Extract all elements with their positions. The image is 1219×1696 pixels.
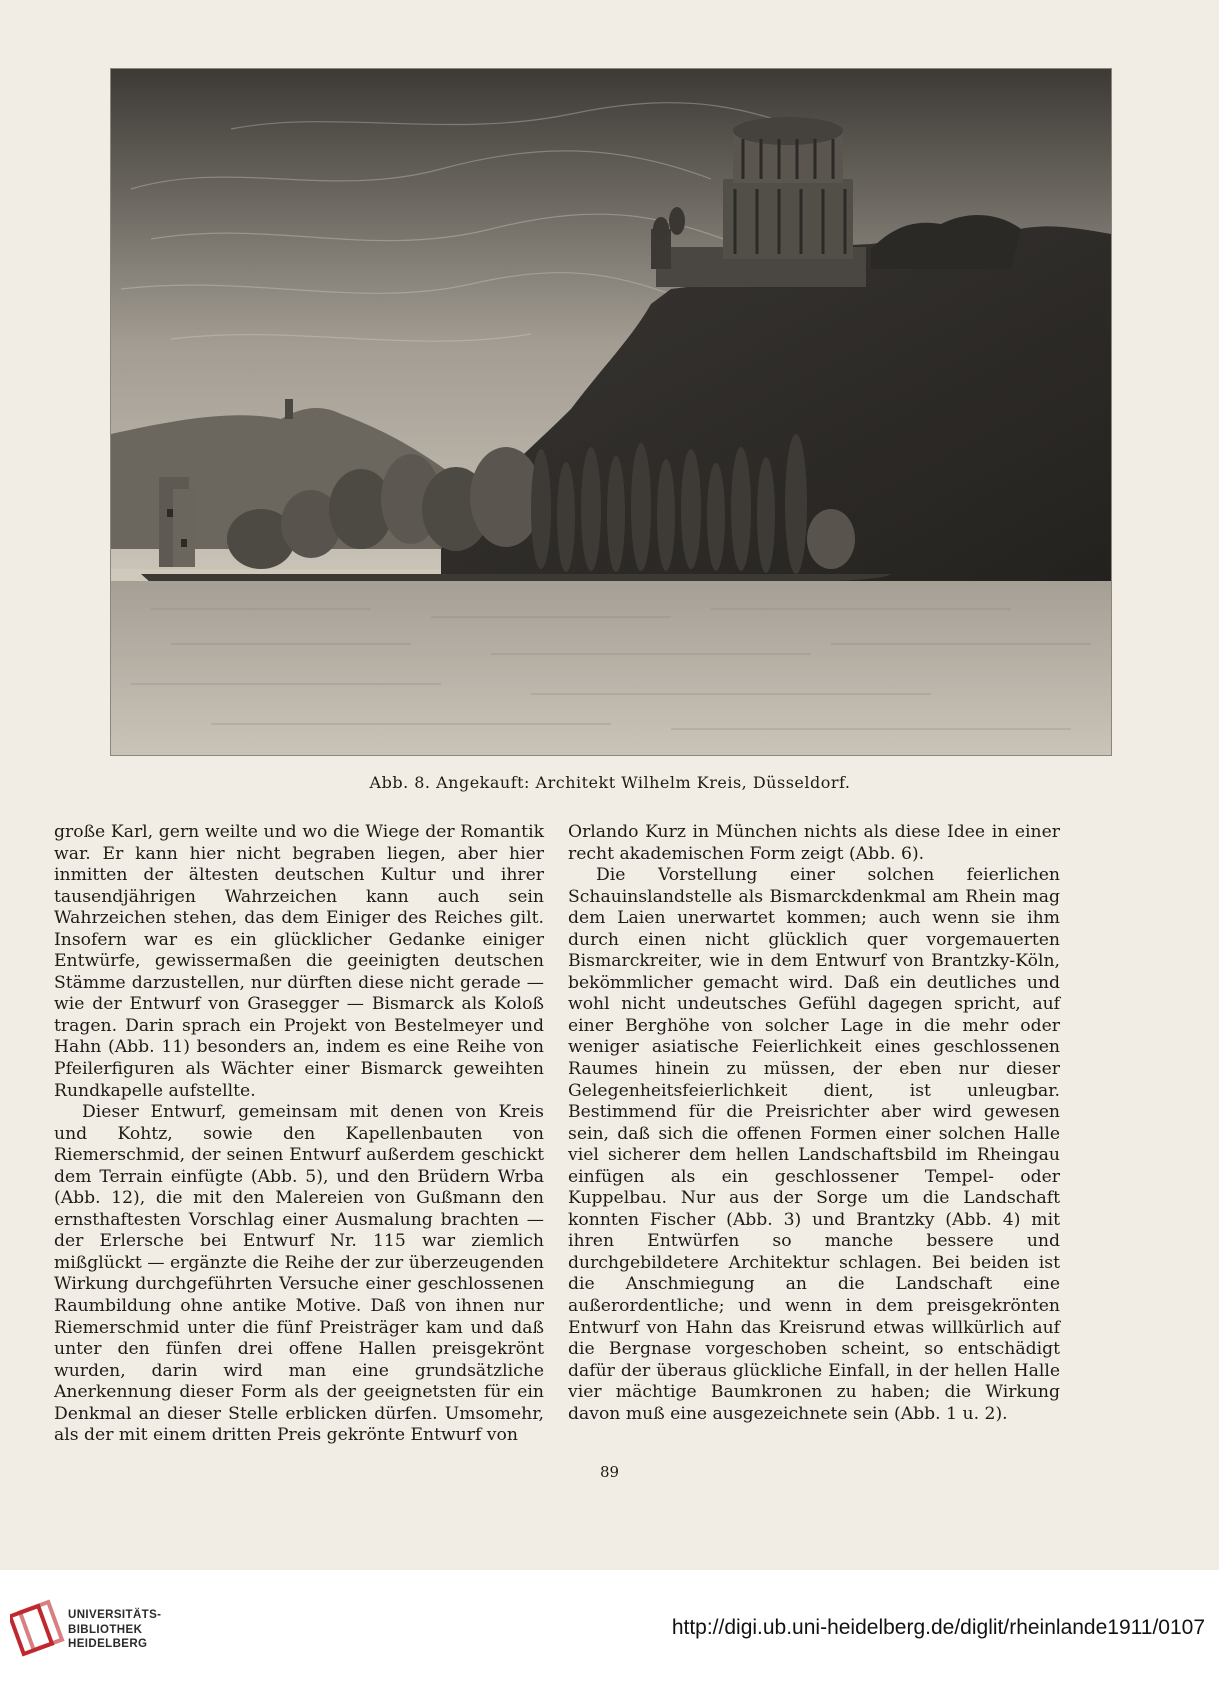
paragraph: Die Vorstellung einer solchen feierlichen Schauinslandstelle als Bismarckdenkmal am Rhein mag dem Laien unerwartet kommen; auch wenn sie ihm durch einen nicht glücklich quer vorgemauerten Bismarckreiter, wie in dem Entwurf von Brantzky-Köln, bekömmlicher gemacht wird. Daß ein deutliches und wohl nicht undeutsches Gefühl dagegen spricht, auf einer Berghöhe von solcher Lage in die mehr oder weniger asiatische Feierlichkeit eines geschlossenen Raumes hinein zu müssen, der eben nur dieser Gelegenheitsfeierlichkeit dient, ist unleugbar. Bestimmend für die Preisrichter aber wird gewesen sein, daß sich die offenen Formen einer solchen Halle viel sicherer dem hellen Landschaftsbild im Rheingau einfügen als ein geschlossener Tempel- oder Kuppelbau. Nur aus der Sorge um die Landschaft konnten Fischer (Abb. 3) und Brantzky (Abb. 4) mit ihren Entwürfen so manche bessere und durchgebildetere Architektur schlagen. Bei beiden ist die Anschmiegung an die Landschaft eine außerordentliche; und wenn in dem preisgekrönten Entwurf von Hahn das Kreisrund etwas willkürlich auf die Bergnase vorgeschoben scheint, so entschädigt dafür der überaus glückliche Einfall, in der hellen Halle vier mächtige Baumkronen zu haben; die Wirkung davon muß eine ausgezeichnete sein (Abb. 1 u. 2). bbox=[568, 865, 1060, 1424]
etching-illustration bbox=[110, 68, 1112, 756]
library-logo[interactable] bbox=[10, 1596, 250, 1666]
page-number: 89 bbox=[599, 1463, 620, 1481]
landscape-etching bbox=[111, 69, 1111, 755]
text-column-right bbox=[568, 822, 1060, 1425]
library-emblem-icon bbox=[10, 1596, 68, 1662]
paragraph: Orlando Kurz in München nichts als diese Idee in einer recht akademischen Form zeigt (Abb. 6). bbox=[568, 822, 1060, 864]
library-footer bbox=[0, 1570, 1219, 1696]
paragraph: Dieser Entwurf, gemeinsam mit denen von Kreis und Kohtz, sowie den Kapellenbauten von Riemerschmid, der seinen Entwurf außerdem geschickt dem Terrain einfügte (Abb. 5), und den Brüdern Wrba (Abb. 12), die mit den Malereien von Gußmann den ernsthaftesten Vorschlag einer Ausmalung brachten — der Erlersche bei Entwurf Nr. 115 war ziemlich mißglückt — ergänzte die Reihe der zur überzeugenden Wirkung durchgeführten Versuche einer geschlossenen Raumbildung ohne antike Motive. Daß von ihnen nur Riemerschmid unter die fünf Preisträger kam und daß unter den fünfen drei offene Hallen preisgekrönt wurden, darin wird man eine grundsätzliche Anerkennung dieser Form als der geeignetsten für ein Denkmal an dieser Stelle erblicken dürfen. Umsomehr, als der mit einem dritten Preis gekrönte Entwurf von bbox=[54, 1102, 544, 1446]
monument-roof bbox=[733, 117, 843, 145]
paragraph: große Karl, gern weilte und wo die Wiege der Romantik war. Er kann hier nicht begraben liegen, aber hier inmitten der ältesten deutschen Kultur und ihrer tausendjährigen Wahrzeichen kann auch sein Wahrzeichen stehen, das dem Einiger des Reiches gilt. Insofern war es ein glücklicher Gedanke einiger Entwürfe, gewissermaßen die geeinigten deutschen Stämme darzustellen, nur dürften diese nicht gerade — wie der Entwurf von Grasegger — Bismarck als Koloß tragen. Darin sprach ein Projekt von Bestelmeyer und Hahn (Abb. 11) besonders an, indem es eine Reihe von Pfeilerfiguren als Wächter einer Bismarck geweihten Rundkapelle aufstellte. bbox=[54, 822, 544, 1101]
tower-ruin bbox=[159, 477, 195, 567]
hilltop-tower bbox=[285, 399, 293, 419]
library-name bbox=[68, 1608, 161, 1652]
source-url-link[interactable]: http://digi.ub.uni-heidelberg.de/diglit/rheinlande1911/0107 bbox=[671, 1616, 1205, 1639]
monument-drum-lower bbox=[723, 179, 853, 259]
library-name-line: HEIDELBERG bbox=[68, 1638, 148, 1650]
figure-caption: Abb. 8. Angekauft: Architekt Wilhelm Kreis, Düsseldorf. bbox=[369, 773, 851, 792]
library-name-line: BIBLIOTHEK bbox=[68, 1623, 143, 1636]
library-name-line: UNIVERSITÄTS- bbox=[68, 1609, 162, 1621]
text-column-left bbox=[54, 822, 544, 1447]
